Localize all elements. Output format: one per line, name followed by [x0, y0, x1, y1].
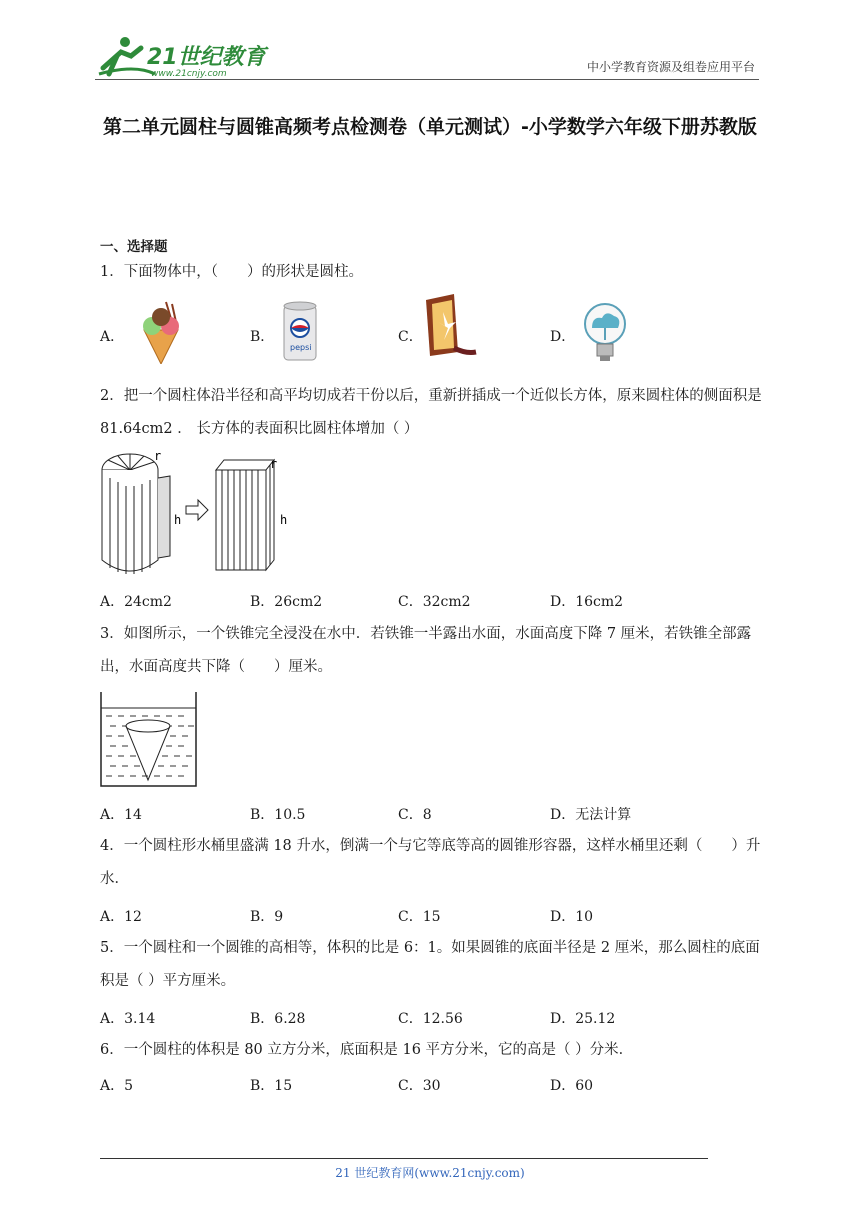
logo-icon [95, 34, 275, 78]
question-6-text: 6．一个圆柱的体积是 80 立方分米，底面积是 16 平方分米，它的高是（ ）分米． [100, 1042, 634, 1058]
height-label-cylinder: h [174, 513, 182, 527]
option-b[interactable]: B．15 [250, 1078, 293, 1094]
option-d[interactable]: D．60 [550, 1078, 594, 1094]
page-header [95, 32, 759, 80]
svg-text:www.21cnjy.com: www.21cnjy.com [151, 69, 227, 78]
cylinder-to-cuboid-figure [100, 448, 300, 580]
option-a[interactable]: A．14 [100, 807, 142, 823]
option-a-label[interactable]: A． [100, 329, 125, 345]
option-d[interactable]: D．25.12 [550, 1011, 616, 1027]
question-4-options [100, 906, 765, 930]
option-a[interactable]: A．3.14 [100, 1011, 156, 1027]
option-b[interactable]: B．6.28 [250, 1011, 306, 1027]
light-bulb-icon [580, 300, 630, 366]
footer-divider [100, 1158, 708, 1159]
option-a[interactable]: A．5 [100, 1078, 134, 1094]
option-d[interactable]: D．10 [550, 909, 594, 925]
ice-cream-icon [136, 300, 186, 364]
option-d[interactable]: D．16cm2 [550, 594, 624, 610]
option-a[interactable]: A．12 [100, 909, 142, 925]
height-label-cuboid: h [280, 513, 288, 527]
section-heading: 一、选择题 [100, 239, 168, 255]
option-c-label[interactable]: C． [398, 329, 423, 345]
option-d[interactable]: D．无法计算 [550, 807, 632, 823]
question-1-text: 1．下面物体中，（ ）的形状是圆柱。 [100, 264, 363, 280]
question-5-text: 5．一个圆柱和一个圆锥的高相等，体积的比是 6：1。如果圆锥的底面半径是 2 厘米，那么圆柱的底面积是（ ）平方厘米。 [100, 940, 760, 989]
question-2-options [100, 591, 765, 615]
header-platform-text: 中小学教育资源及组卷应用平台 [586, 60, 755, 74]
option-d-label[interactable]: D． [550, 329, 576, 345]
svg-text:pepsi: pepsi [290, 343, 312, 352]
option-c[interactable]: C．8 [398, 807, 432, 823]
option-c[interactable]: C．32cm2 [398, 594, 471, 610]
soda-can-icon [278, 300, 322, 364]
option-c[interactable]: C．12.56 [398, 1011, 463, 1027]
lantern-icon [418, 292, 480, 364]
question-6-options [100, 1075, 765, 1099]
option-c[interactable]: C．15 [398, 909, 441, 925]
option-b[interactable]: B．9 [250, 909, 284, 925]
question-3-options [100, 804, 765, 828]
question-3-text: 3．如图所示，一个铁锥完全浸没在水中．若铁锥一半露出水面，水面高度下降 7 厘米，若铁锥全部露出，水面高度共下降（ ）厘米。 [100, 626, 752, 675]
svg-text:21世纪教育: 21世纪教育 [147, 45, 266, 70]
question-1-options [100, 292, 660, 372]
option-b[interactable]: B．10.5 [250, 807, 306, 823]
cone-in-water-figure [100, 692, 198, 788]
option-a[interactable]: A．24cm2 [100, 594, 172, 610]
option-c[interactable]: C．30 [398, 1078, 441, 1094]
option-b[interactable]: B．26cm2 [250, 594, 323, 610]
option-b-label[interactable]: B． [250, 329, 275, 345]
footer-text[interactable]: 21 世纪教育网(www.21cnjy.com) [335, 1166, 525, 1180]
radius-label-cylinder: r [154, 449, 162, 463]
question-5-options [100, 1008, 765, 1032]
question-2-text: 2．把一个圆柱体沿半径和高平均切成若干份以后，重新拼插成一个近似长方体，原来圆柱体的侧面积是 81.64cm2 ． 长方体的表面积比圆柱体增加（ ） [100, 388, 762, 437]
question-4-text: 4．一个圆柱形水桶里盛满 18 升水，倒满一个与它等底等高的圆锥形容器，这样水桶里还剩（ ）升水． [100, 838, 761, 887]
page-title: 第二单元圆柱与圆锥高频考点检测卷（单元测试）-小学数学六年级下册苏教版 [103, 116, 757, 138]
radius-label-cuboid: r [270, 457, 278, 471]
